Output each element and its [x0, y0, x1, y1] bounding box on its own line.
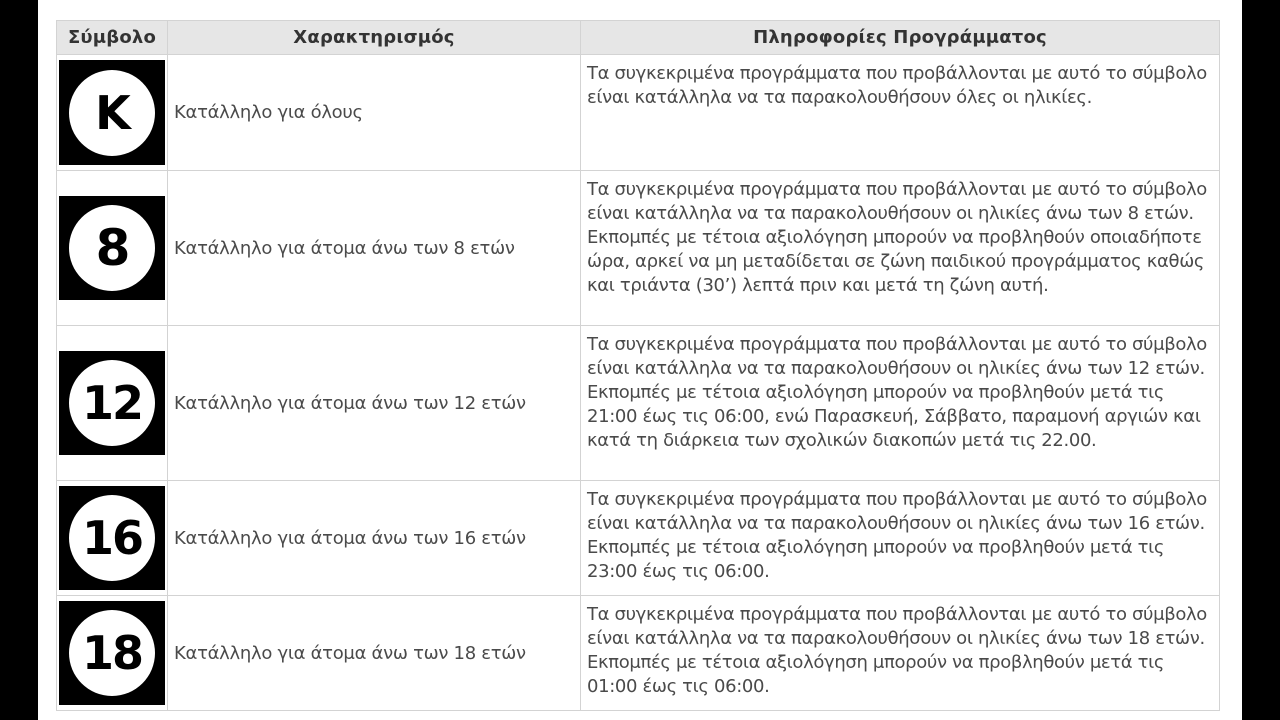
description-cell: Κατάλληλο για όλους: [168, 55, 581, 171]
rating-symbol-label: K: [69, 70, 155, 156]
description-cell: Κατάλληλο για άτομα άνω των 8 ετών: [168, 171, 581, 326]
table-row: [57, 326, 1220, 481]
symbol-cell: [57, 596, 168, 711]
header-description: Χαρακτηρισμός: [168, 21, 581, 55]
info-cell: Τα συγκεκριμένα προγράμματα που προβάλλονται με αυτό το σύμβολο είναι κατάλληλα να τα παρακολουθήσουν οι ηλικίες άνω των 8 ετών. Εκπομπές με τέτοια αξιολόγηση μπορούν να προβληθούν οποιαδήποτε ώρα, αρκεί να μη μεταδίδεται σε ζώνη παιδικού προγράμματος καθώς και τριάντα (30’) λεπτά πριν και μετά τη ζώνη αυτή.: [581, 171, 1220, 326]
info-cell: Τα συγκεκριμένα προγράμματα που προβάλλονται με αυτό το σύμβολο είναι κατάλληλα να τα παρακολουθήσουν οι ηλικίες άνω των 16 ετών. Εκπομπές με τέτοια αξιολόγηση μπορούν να προβληθούν μετά τις 23:00 έως τις 06:00.: [581, 481, 1220, 596]
rating-symbol-label: 8: [69, 205, 155, 291]
table-header-row: [57, 21, 1220, 55]
rating-18-icon: [59, 601, 165, 705]
rating-symbol-label: 12: [69, 360, 155, 446]
rating-symbol-label: 16: [69, 495, 155, 581]
symbol-cell: [57, 55, 168, 171]
rating-12-icon: [59, 351, 165, 455]
symbol-cell: [57, 481, 168, 596]
rating-8-icon: [59, 196, 165, 300]
description-cell: Κατάλληλο για άτομα άνω των 12 ετών: [168, 326, 581, 481]
ratings-table: [56, 20, 1220, 711]
info-cell: Τα συγκεκριμένα προγράμματα που προβάλλονται με αυτό το σύμβολο είναι κατάλληλα να τα παρακολουθήσουν όλες οι ηλικίες.: [581, 55, 1220, 171]
symbol-cell: [57, 326, 168, 481]
table-row: [57, 481, 1220, 596]
table-row: [57, 171, 1220, 326]
rating-k-icon: [59, 60, 165, 165]
rating-symbol-label: 18: [69, 610, 155, 696]
info-cell: Τα συγκεκριμένα προγράμματα που προβάλλονται με αυτό το σύμβολο είναι κατάλληλα να τα παρακολουθήσουν οι ηλικίες άνω των 18 ετών. Εκπομπές με τέτοια αξιολόγηση μπορούν να προβληθούν μετά τις 01:00 έως τις 06:00.: [581, 596, 1220, 711]
table-row: [57, 55, 1220, 171]
document-page: [38, 0, 1242, 720]
header-symbol: Σύμβολο: [57, 21, 168, 55]
table-row: [57, 596, 1220, 711]
rating-16-icon: [59, 486, 165, 590]
info-cell: Τα συγκεκριμένα προγράμματα που προβάλλονται με αυτό το σύμβολο είναι κατάλληλα να τα παρακολουθήσουν οι ηλικίες άνω των 12 ετών. Εκπομπές με τέτοια αξιολόγηση μπορούν να προβληθούν μετά τις 21:00 έως τις 06:00, ενώ Παρασκευή, Σάββατο, παραμονή αργιών και κατά τη διάρκεια των σχολικών διακοπών μετά τις 22.00.: [581, 326, 1220, 481]
header-info: Πληροφορίες Προγράμματος: [581, 21, 1220, 55]
description-cell: Κατάλληλο για άτομα άνω των 16 ετών: [168, 481, 581, 596]
symbol-cell: [57, 171, 168, 326]
description-cell: Κατάλληλο για άτομα άνω των 18 ετών: [168, 596, 581, 711]
